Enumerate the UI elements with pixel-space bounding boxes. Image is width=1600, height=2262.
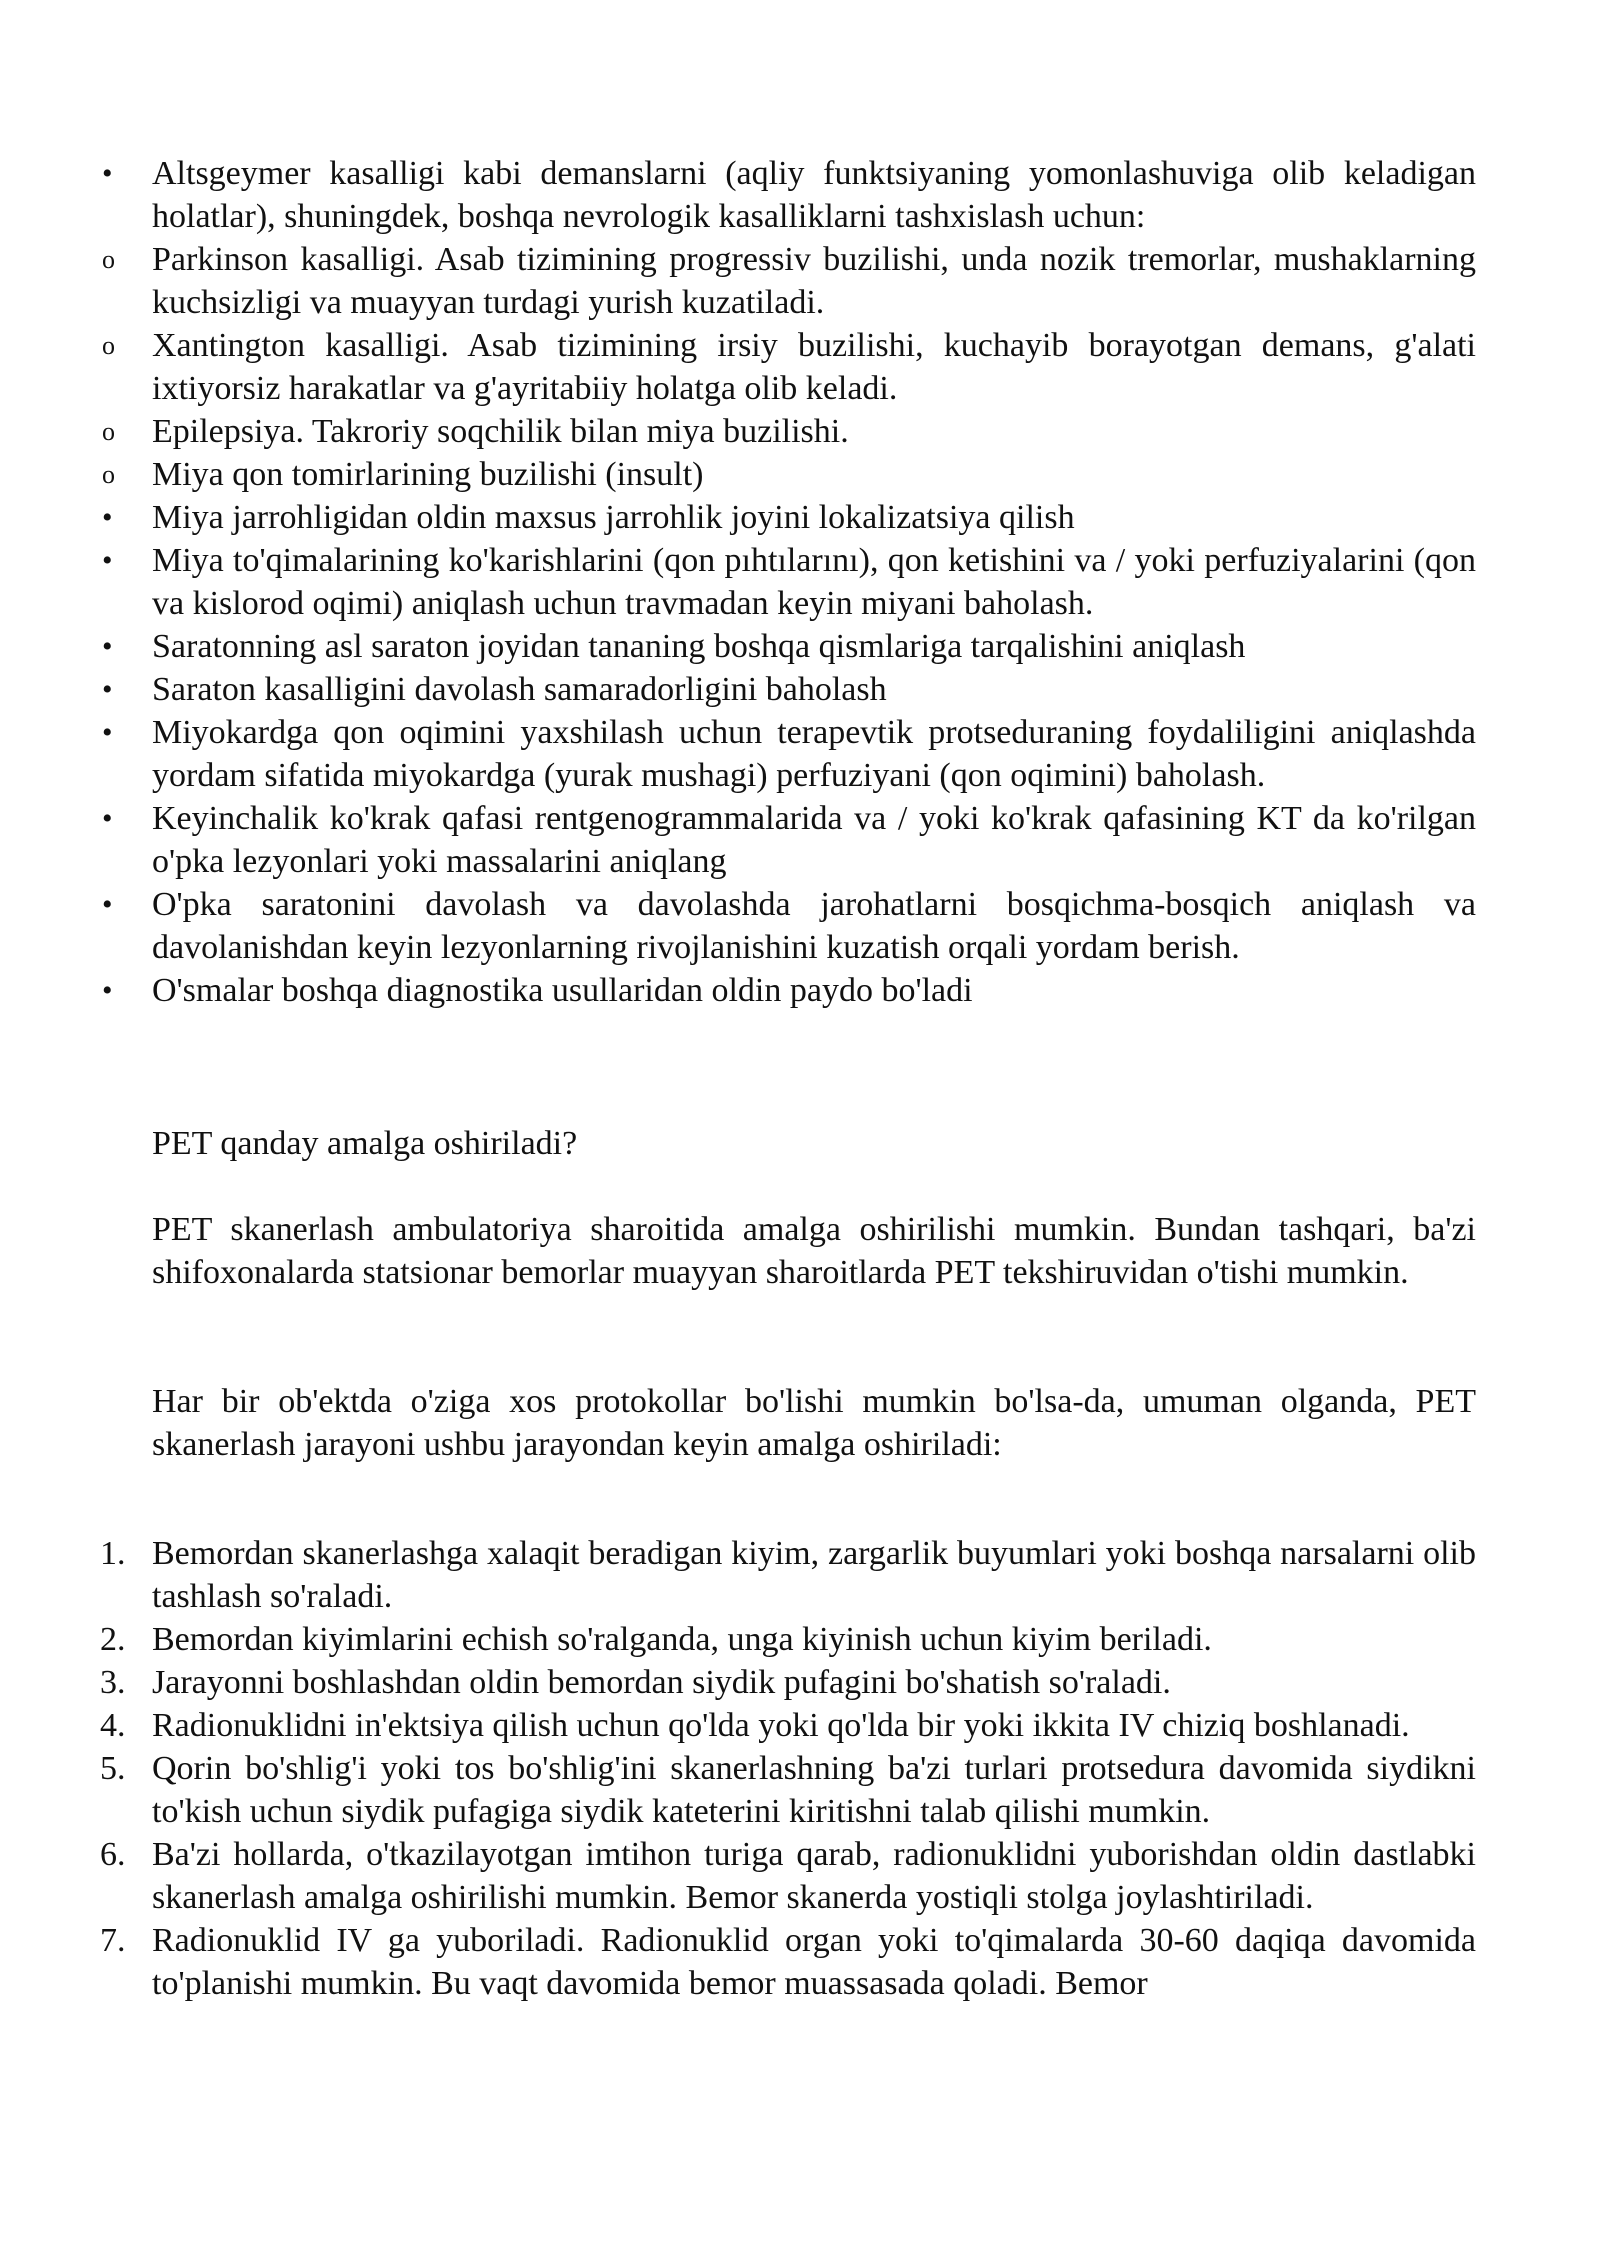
list-item [100,324,1476,410]
list-item-text: Altsgeymer kasalligi kabi demanslarni (aqliy funktsiyaning yomonlashuviga olib keladigan holatlar), shuningdek, boshqa nevrologik kasalliklarni tashxislash uchun: [152,155,1476,235]
sub-bullet-marker: o [102,460,115,489]
list-item-text: Xantington kasalligi. Asab tizimining irsiy buzilishi, kuchayib borayotgan demans, g'alati ixtiyorsiz harakatlar va g'ayritabiiy holatga olib keladi. [152,327,1476,407]
list-item-text: Keyinchalik ko'krak qafasi rentgenogrammalarida va / yoki ko'krak qafasining KT da ko'rilgan o'pka lezyonlari yoki massalarini aniqlang [152,800,1476,880]
list-item [100,1704,1476,1747]
step-number: 3. [100,1664,126,1701]
list-item-text: Radionuklidni in'ektsiya qilish uchun qo'lda yoki qo'lda bir yoki ikkita IV chiziq boshlanadi. [152,1707,1410,1744]
list-item [100,238,1476,324]
list-item-text: Parkinson kasalligi. Asab tizimining progressiv buzilishi, unda nozik tremorlar, mushaklarning kuchsizligi va muayyan turdagi yurish kuzatiladi. [152,241,1476,321]
list-item [100,539,1476,625]
list-item-text: O'smalar boshqa diagnostika usullaridan oldin paydo bo'ladi [152,972,973,1009]
bullet-marker: • [102,157,113,190]
list-item [100,969,1476,1012]
list-item [100,1618,1476,1661]
list-item [100,410,1476,453]
list-item [100,1833,1476,1919]
list-item [100,797,1476,883]
bullet-marker: • [102,802,113,835]
indications-list [100,152,1476,1012]
step-number: 7. [100,1922,126,1959]
bullet-marker: • [102,544,113,577]
bullet-marker: • [102,630,113,663]
list-item [100,668,1476,711]
sub-bullet-marker: o [102,331,115,360]
step-number: 1. [100,1535,126,1572]
step-number: 2. [100,1621,126,1658]
list-item-text: Jarayonni boshlashdan oldin bemordan siydik pufagini bo'shatish so'raladi. [152,1664,1171,1701]
list-item-text: Ba'zi hollarda, o'tkazilayotgan imtihon turiga qarab, radionuklidni yuborishdan oldin dastlabki skanerlash amalga oshirilishi mumkin. Bemor skanerda yostiqli stolga joylashtiriladi. [152,1836,1476,1916]
procedure-steps-list [100,1532,1476,2005]
bullet-marker: • [102,501,113,534]
list-item-text: Qorin bo'shlig'i yoki tos bo'shlig'ini skanerlashning ba'zi turlari protsedura davomida siydikni to'kish uchun siydik pufagiga siydik kateterini kiritishni talab qilishi mumkin. [152,1750,1476,1830]
list-item-text: Miya qon tomirlarining buzilishi (insult) [152,456,704,493]
sub-bullet-marker: o [102,245,115,274]
list-item [100,883,1476,969]
paragraph: PET skanerlash ambulatoriya sharoitida amalga oshirilishi mumkin. Bundan tashqari, ba'zi shifoxonalarda statsionar bemorlar muayyan sharoitlarda PET tekshiruvidan o'tishi mumkin. [152,1211,1476,1291]
list-item [100,1532,1476,1618]
list-item [100,1747,1476,1833]
list-item-text: Saraton kasalligini davolash samaradorligini baholash [152,671,887,708]
list-item-text: Radionuklid IV ga yuboriladi. Radionuklid organ yoki to'qimalarda 30-60 daqiqa davomida to'planishi mumkin. Bu vaqt davomida bemor muassasada qoladi. Bemor [152,1922,1476,2002]
list-item [100,1919,1476,2005]
list-item-text: Miya jarrohligidan oldin maxsus jarrohlik joyini lokalizatsiya qilish [152,499,1075,536]
step-number: 4. [100,1707,126,1744]
list-item-text: Miya to'qimalarining ko'karishlarini (qon pıhtılarını), qon ketishini va / yoki perfuziyalarini (qon va kislorod oqimi) aniqlash uchun travmadan keyin miyani baholash. [152,542,1476,622]
list-item [100,711,1476,797]
list-item [100,152,1476,238]
bullet-marker: • [102,673,113,706]
bullet-marker: • [102,716,113,749]
list-item-text: Saratonning asl saraton joyidan tananing boshqa qismlariga tarqalishini aniqlash [152,628,1246,665]
list-item [100,453,1476,496]
step-number: 5. [100,1750,126,1787]
list-item-text: Bemordan kiyimlarini echish so'ralganda, unga kiyinish uchun kiyim beriladi. [152,1621,1212,1658]
step-number: 6. [100,1836,126,1873]
list-item [100,1661,1476,1704]
list-item-text: O'pka saratonini davolash va davolashda jarohatlarni bosqichma-bosqich aniqlash va davolanishdan keyin lezyonlarning rivojlanishini kuzatish orqali yordam berish. [152,886,1476,966]
sub-bullet-marker: o [102,417,115,446]
list-item [100,625,1476,668]
list-item-text: Miyokardga qon oqimini yaxshilash uchun terapevtik protseduraning foydaliligini aniqlashda yordam sifatida miyokardga (yurak mushagi) perfuziyani (qon oqimini) baholash. [152,714,1476,794]
bullet-marker: • [102,888,113,921]
bullet-marker: • [102,974,113,1007]
paragraph: Har bir ob'ektda o'ziga xos protokollar bo'lishi mumkin bo'lsa-da, umuman olganda, PET skanerlash jarayoni ushbu jarayondan keyin amalga oshiriladi: [152,1383,1476,1463]
list-item-text: Bemordan skanerlashga xalaqit beradigan kiyim, zargarlik buyumlari yoki boshqa narsalarni olib tashlash so'raladi. [152,1535,1476,1615]
list-item-text: Epilepsiya. Takroriy soqchilik bilan miya buzilishi. [152,413,849,450]
list-item [100,496,1476,539]
section-heading: PET qanday amalga oshiriladi? [152,1125,578,1162]
